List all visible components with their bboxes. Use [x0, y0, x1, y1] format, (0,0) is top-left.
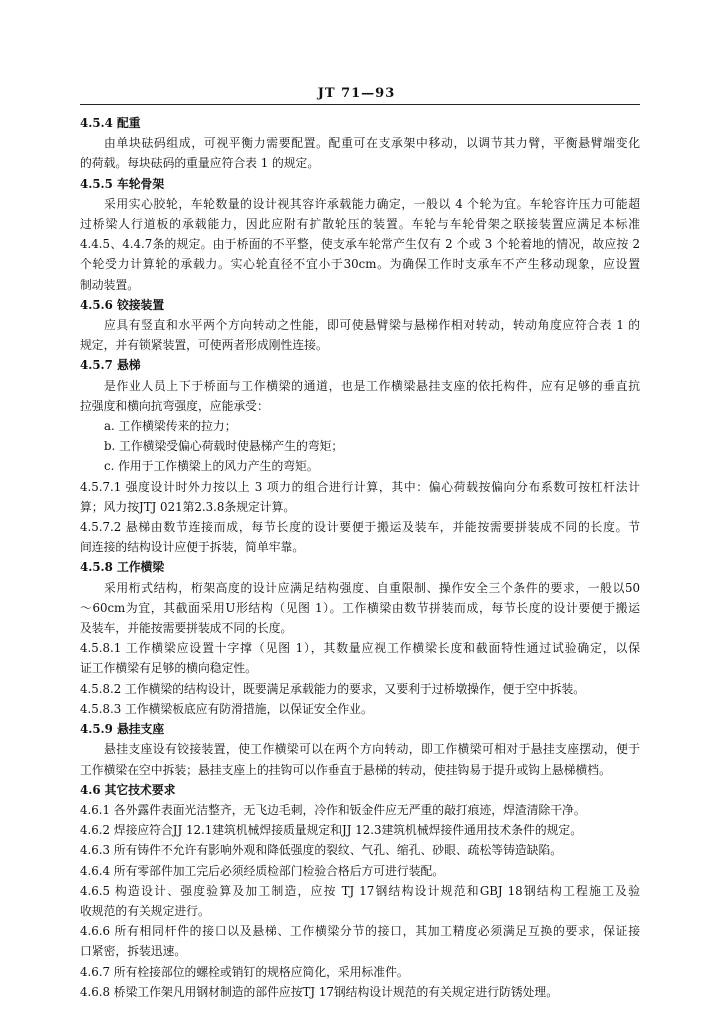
clause-line: 4.6.3 所有铸件不允许有影响外观和降低强度的裂纹、气孔、缩孔、砂眼、疏松等铸造缺陷。	[80, 843, 563, 858]
paragraph-line: 规定，并有锁紧装置，可使两者形成刚性连接。	[80, 338, 328, 353]
clause-line: 4.6.6 所有相同杆件的接口以及悬梯、工作横梁分节的接口，其加工精度必须满足互换的要求，保证接	[80, 924, 640, 939]
paragraph-line: 收规范的有关规定进行。	[80, 903, 210, 918]
paragraph-line: 个轮受力计算轮的承载力。实心轮直径不宜小于30cm。为确保工作时支承车不产生移动现象，应设置	[80, 257, 640, 272]
clause-line: 4.5.8.1 工作横梁应设置十字撑（见图 1），其数量应视工作横梁长度和截面特性通过试验确定，以保	[80, 641, 640, 656]
clause-line: 4.5.8.2 工作横梁的结构设计，既要满足承载能力的要求，又要利于过桥墩操作，便于空中拆装。	[80, 681, 586, 696]
paragraph-line: 工作横梁在空中拆装；悬挂支座上的挂钩可以作垂直于悬梯的转动，使挂钩易于提升或钩上悬梯横档。	[80, 762, 611, 777]
section-heading: 4.5.9 悬挂支座	[80, 722, 165, 737]
clause-line: 4.6.1 各外露件表面光洁整齐，无飞边毛刺，冷作和钣金件应无严重的敲打痕迹，焊渣清除干净。	[80, 802, 586, 817]
clause-line: 4.6.4 所有零部件加工完后必须经质检部门检验合格后方可进行装配。	[80, 863, 445, 878]
section-heading: 4.5.8 工作横梁	[80, 560, 165, 575]
section-heading: 4.6 其它技术要求	[80, 782, 176, 797]
paragraph-line: 拉强度和横向抗弯强度，应能承受：	[80, 398, 269, 413]
clause-line: 4.6.8 桥梁工作架凡用钢材制造的部件应按TJ 17钢结构设计规范的有关规定进行防锈处理。	[80, 984, 559, 999]
section-heading: 4.5.4 配重	[80, 116, 141, 130]
section-heading: 4.5.7 悬梯	[80, 358, 141, 373]
paragraph-line: 间连接的结构设计应便于拆装，简单牢靠。	[80, 540, 305, 555]
paragraph-line: 悬挂支座设有铰接装置，使工作横梁可以在两个方向转动，即工作横梁可相对于悬挂支座摆动，便于	[104, 742, 640, 757]
section-heading: 4.5.6 铰接装置	[80, 297, 165, 312]
clause-line: 4.6.5 构造设计、强度验算及加工制造，应按 TJ 17钢结构设计规范和GBJ 18钢结构工程施工及验	[80, 883, 640, 898]
clause-line: 4.5.8.3 工作横梁板底应有防滑措施，以保证安全作业。	[80, 701, 373, 716]
paragraph-line: 是作业人员上下于桥面与工作横梁的通道，也是工作横梁悬挂支座的依托构件，应有足够的垂直抗	[104, 378, 640, 393]
paragraph-line: 的荷载。每块砝码的重量应符合表 1 的规定。	[80, 156, 320, 171]
paragraph-line: 4.4.5、4.4.7条的规定。由于桥面的不平整，使支承车轮常产生仅有 2 个或 3 个轮着地的情况，故应按 2	[80, 237, 640, 252]
clause-line: 4.5.7.1 强度设计时外力按以上 3 项力的组合进行计算，其中：偏心荷载按偏向分布系数可按杠杆法计	[80, 479, 640, 494]
paragraph-line: 由单块砝码组成，可视平衡力需要配置。配重可在支承架中移动，以调节其力臂，平衡悬臂端变化	[104, 136, 640, 151]
clause-line: 4.6.7 所有栓接部位的螺栓或销钉的规格应简化，采用标准件。	[80, 964, 409, 979]
paragraph-line: 过桥梁人行道板的承载能力，因此应附有扩散轮压的装置。车轮与车轮骨架之联接装置应满足本标准	[80, 217, 640, 232]
paragraph-line: 算；风力按JTJ 021第2.3.8条规定计算。	[80, 499, 296, 514]
paragraph-line: ～60cm为宜，其截面采用U形结构（见图 1）。工作横梁由数节拼装而成，每节长度的设计要便于搬运	[80, 600, 640, 615]
paragraph-line: 采用桁式结构，桁架高度的设计应满足结构强度、自重限制、操作安全三个条件的要求，一般以50	[104, 580, 640, 595]
paragraph-line: 证工作横梁有足够的横向稳定性。	[80, 661, 257, 676]
paragraph-line: 及装车，并能按需要拼装成不同的长度。	[80, 621, 293, 636]
paragraph-line: 采用实心胶轮，车轮数量的设计视其容许承载能力确定，一般以 4 个轮为宜。车轮容许压力可能超	[104, 196, 640, 211]
list-item: c. 作用于工作横梁上的风力产生的弯矩。	[104, 459, 319, 474]
page-header: JT 71—93	[317, 86, 396, 101]
paragraph-line: 口紧密，拆装迅速。	[80, 944, 187, 959]
header-rule	[80, 104, 640, 105]
list-item: b. 工作横梁受偏心荷载时使悬梯产生的弯矩；	[104, 439, 344, 454]
paragraph-line: 制动装置。	[80, 277, 139, 292]
document-body	[80, 113, 640, 1002]
section-heading: 4.5.5 车轮骨架	[80, 176, 165, 191]
list-item: a. 工作横梁传来的拉力；	[104, 419, 237, 434]
clause-line: 4.5.7.2 悬梯由数节连接而成，每节长度的设计要便于搬运及装车，并能按需要拼装成不同的长度。节	[80, 520, 640, 535]
clause-line: 4.6.2 焊接应符合JJ 12.1建筑机械焊接质量规定和JJ 12.3建筑机械焊接件通用技术条件的规定。	[80, 823, 583, 838]
paragraph-line: 应具有竖直和水平两个方向转动之性能，即可使悬臂梁与悬梯作相对转动，转动角度应符合表 1 的	[104, 318, 640, 333]
